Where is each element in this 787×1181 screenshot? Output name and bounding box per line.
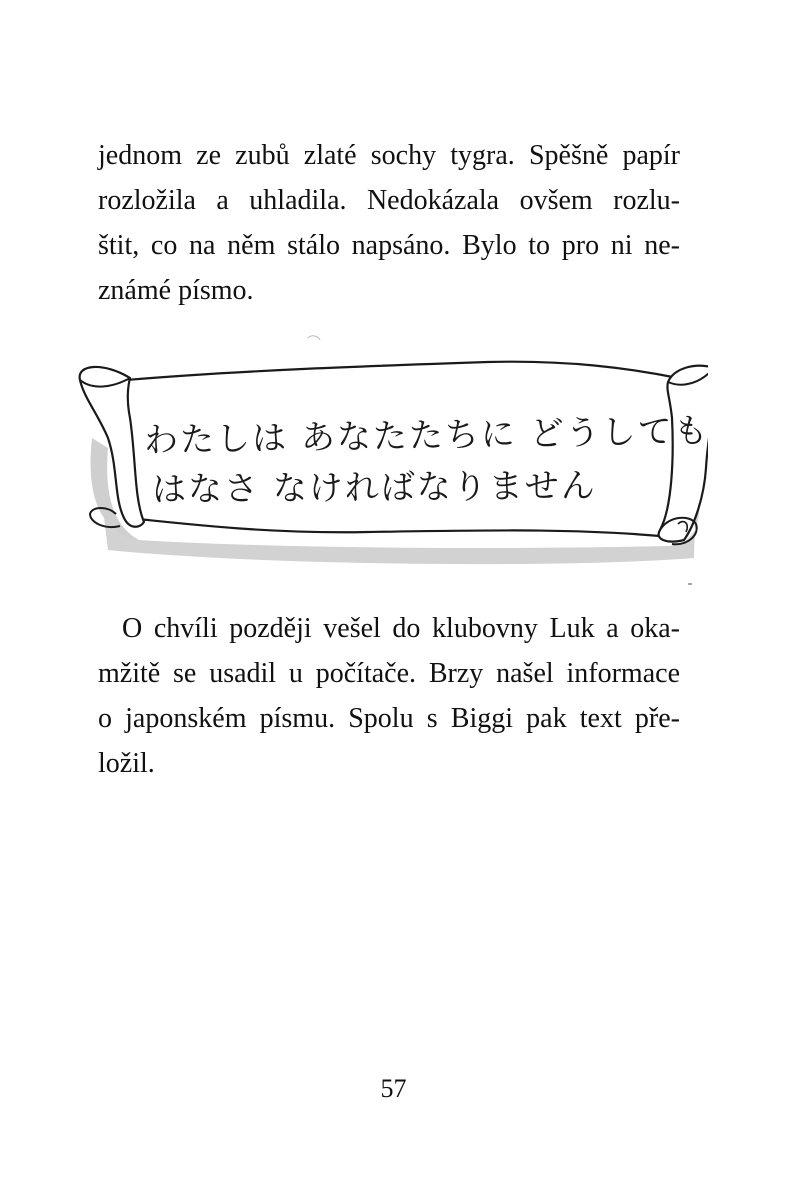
- page-number: 57: [380, 1074, 407, 1103]
- handwritten-japanese-line: はなさ なければなりません: [151, 466, 598, 510]
- text-line: jednom ze zubů zlaté sochy tygra. Spěšně papír: [98, 140, 680, 171]
- text-line: štit, co na něm stálo napsáno. Bylo to pro ni ne-: [98, 230, 680, 261]
- handwritten-japanese-line: わたしは あなたたちに どうしても: [143, 411, 710, 461]
- text-line: O chvíli později vešel do klubovny Luk a oka-: [122, 613, 680, 644]
- text-line: známé písmo.: [98, 275, 254, 306]
- text-line: rozložila a uhladila. Nedokázala ovšem rozlu-: [98, 185, 680, 216]
- paragraph-bottom: [98, 606, 680, 786]
- text-line: mžitě se usadil u počítače. Brzy našel informace: [98, 658, 680, 689]
- paragraph-top: [98, 133, 680, 313]
- scroll-illustration: [68, 318, 708, 588]
- text-line: ložil.: [98, 748, 155, 779]
- text-line: o japonském písmu. Spolu s Biggi pak text pře-: [98, 703, 680, 734]
